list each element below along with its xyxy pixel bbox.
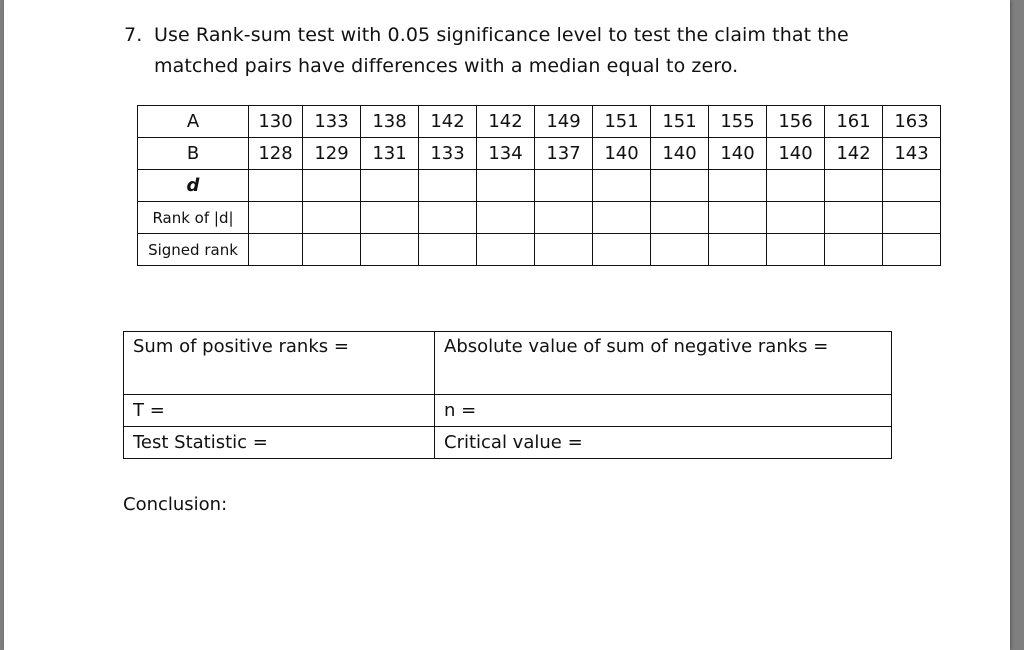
- t-field[interactable]: T =: [124, 395, 435, 427]
- table-row-d: [138, 170, 941, 202]
- cell-d-1[interactable]: [249, 170, 303, 202]
- cell-rank-12[interactable]: [883, 202, 941, 234]
- cell-b-9: 140: [709, 138, 767, 170]
- cell-rank-5[interactable]: [477, 202, 535, 234]
- critical-value-field[interactable]: Critical value =: [435, 427, 892, 459]
- cell-d-3[interactable]: [361, 170, 419, 202]
- cell-a-12: 163: [883, 106, 941, 138]
- cell-a-5: 142: [477, 106, 535, 138]
- cell-a-6: 149: [535, 106, 593, 138]
- table-row-rank: [138, 202, 941, 234]
- cell-signed-10[interactable]: [767, 234, 825, 266]
- cell-b-2: 129: [303, 138, 361, 170]
- cell-rank-3[interactable]: [361, 202, 419, 234]
- cell-a-10: 156: [767, 106, 825, 138]
- cell-b-8: 140: [651, 138, 709, 170]
- cell-d-4[interactable]: [419, 170, 477, 202]
- cell-d-6[interactable]: [535, 170, 593, 202]
- question-7: [124, 20, 884, 82]
- table-row-signed-rank: [138, 234, 941, 266]
- cell-a-9: 155: [709, 106, 767, 138]
- cell-d-8[interactable]: [651, 170, 709, 202]
- cell-rank-2[interactable]: [303, 202, 361, 234]
- cell-signed-1[interactable]: [249, 234, 303, 266]
- summary-row-statistic: [124, 427, 892, 459]
- cell-b-1: 128: [249, 138, 303, 170]
- summary-table: [123, 331, 892, 459]
- question-line-2: matched pairs have differences with a median equal to zero.: [154, 55, 739, 77]
- cell-signed-2[interactable]: [303, 234, 361, 266]
- cell-d-12[interactable]: [883, 170, 941, 202]
- cell-b-5: 134: [477, 138, 535, 170]
- row-label-rank: Rank of |d|: [138, 202, 249, 234]
- cell-signed-5[interactable]: [477, 234, 535, 266]
- cell-rank-8[interactable]: [651, 202, 709, 234]
- cell-b-3: 131: [361, 138, 419, 170]
- cell-d-9[interactable]: [709, 170, 767, 202]
- cell-d-10[interactable]: [767, 170, 825, 202]
- cell-a-3: 138: [361, 106, 419, 138]
- cell-b-11: 142: [825, 138, 883, 170]
- cell-signed-8[interactable]: [651, 234, 709, 266]
- cell-rank-7[interactable]: [593, 202, 651, 234]
- cell-b-7: 140: [593, 138, 651, 170]
- cell-b-4: 133: [419, 138, 477, 170]
- sum-negative-ranks-field[interactable]: Absolute value of sum of negative ranks =: [435, 332, 892, 395]
- cell-rank-1[interactable]: [249, 202, 303, 234]
- cell-a-1: 130: [249, 106, 303, 138]
- cell-signed-4[interactable]: [419, 234, 477, 266]
- cell-rank-9[interactable]: [709, 202, 767, 234]
- n-field[interactable]: n =: [435, 395, 892, 427]
- row-label-a: A: [138, 106, 249, 138]
- cell-a-4: 142: [419, 106, 477, 138]
- cell-signed-6[interactable]: [535, 234, 593, 266]
- conclusion-label: Conclusion:: [123, 494, 228, 515]
- cell-b-10: 140: [767, 138, 825, 170]
- cell-d-7[interactable]: [593, 170, 651, 202]
- summary-row-t-n: [124, 395, 892, 427]
- question-number: 7.: [124, 24, 143, 46]
- cell-rank-10[interactable]: [767, 202, 825, 234]
- cell-rank-11[interactable]: [825, 202, 883, 234]
- cell-d-5[interactable]: [477, 170, 535, 202]
- test-statistic-field[interactable]: Test Statistic =: [124, 427, 435, 459]
- cell-a-2: 133: [303, 106, 361, 138]
- cell-signed-3[interactable]: [361, 234, 419, 266]
- rank-data-table: [137, 105, 941, 266]
- cell-d-2[interactable]: [303, 170, 361, 202]
- cell-b-6: 137: [535, 138, 593, 170]
- cell-d-11[interactable]: [825, 170, 883, 202]
- cell-a-11: 161: [825, 106, 883, 138]
- cell-a-8: 151: [651, 106, 709, 138]
- cell-rank-4[interactable]: [419, 202, 477, 234]
- document-page: [4, 0, 1010, 650]
- cell-signed-7[interactable]: [593, 234, 651, 266]
- row-label-signed-rank: Signed rank: [138, 234, 249, 266]
- cell-rank-6[interactable]: [535, 202, 593, 234]
- row-label-b: B: [138, 138, 249, 170]
- cell-signed-12[interactable]: [883, 234, 941, 266]
- cell-signed-9[interactable]: [709, 234, 767, 266]
- summary-row-sums: [124, 332, 892, 395]
- question-line-1: Use Rank-sum test with 0.05 significance level to test the claim that the: [154, 24, 849, 46]
- cell-b-12: 143: [883, 138, 941, 170]
- sum-positive-ranks-field[interactable]: Sum of positive ranks =: [124, 332, 435, 395]
- cell-signed-11[interactable]: [825, 234, 883, 266]
- table-row-a: [138, 106, 941, 138]
- row-label-d: d: [138, 170, 249, 202]
- table-row-b: [138, 138, 941, 170]
- cell-a-7: 151: [593, 106, 651, 138]
